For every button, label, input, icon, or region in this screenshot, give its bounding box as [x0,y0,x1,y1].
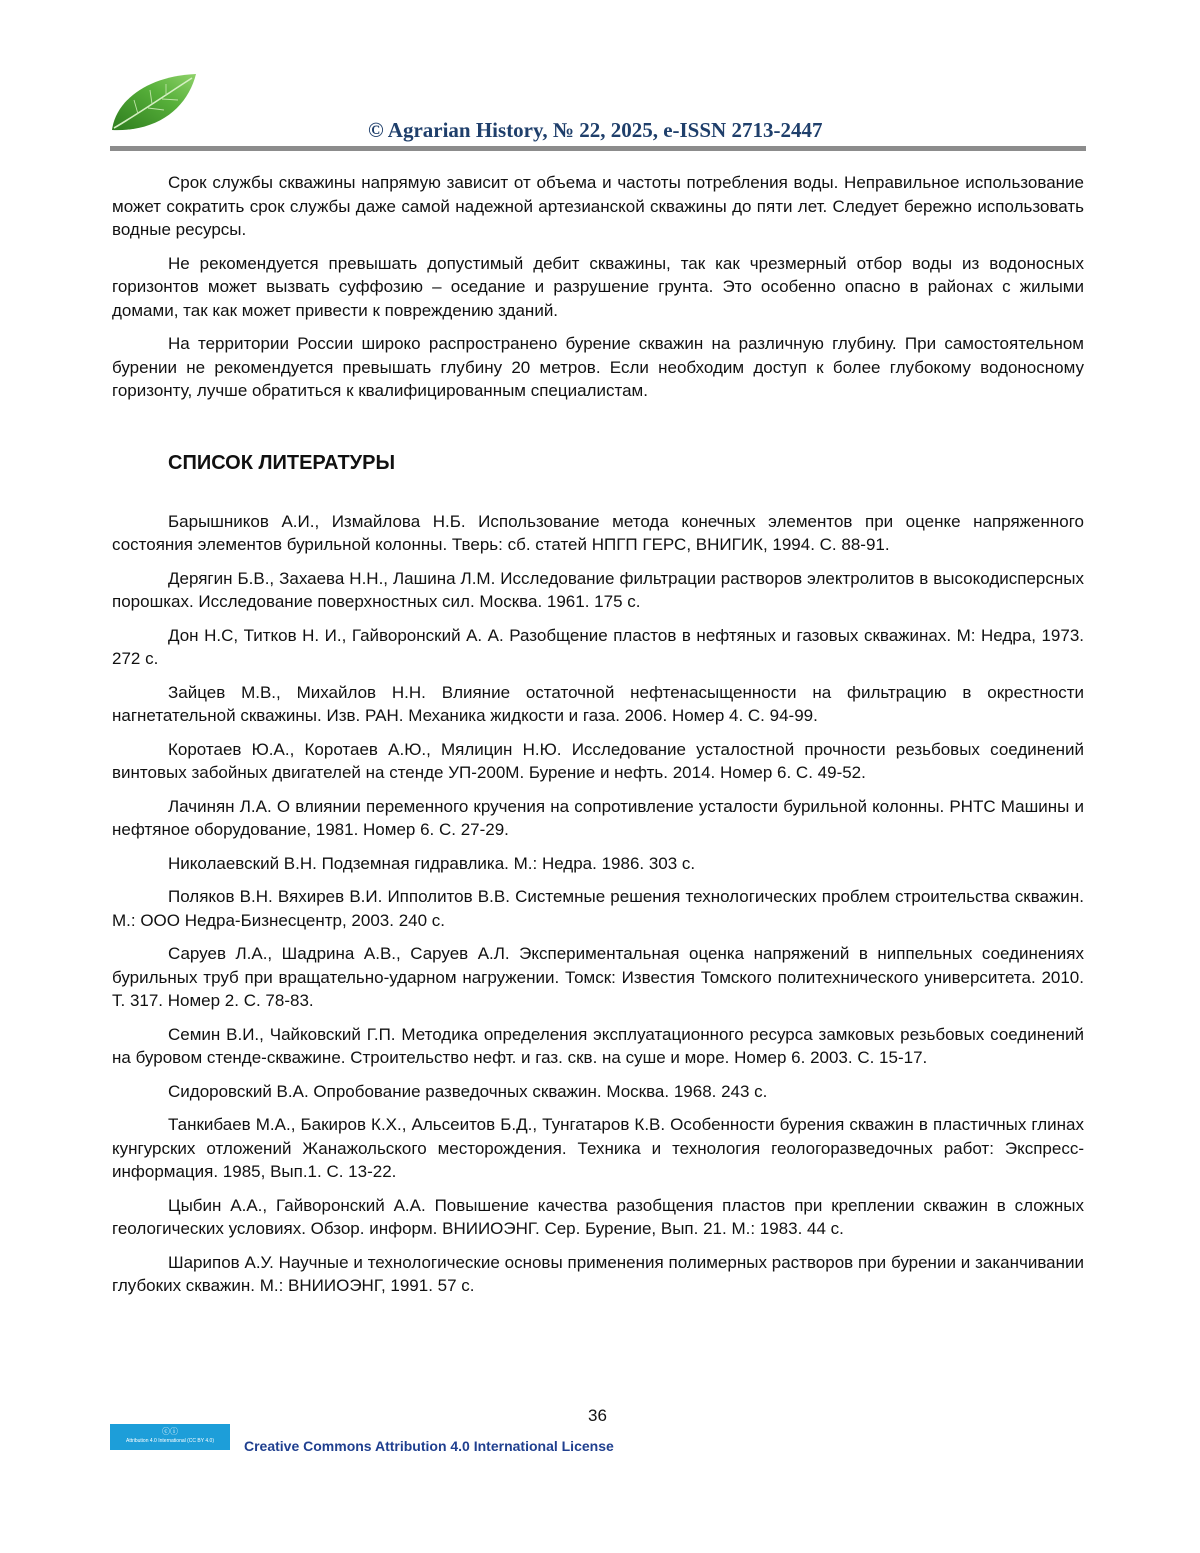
reference-item: Николаевский В.Н. Подземная гидравлика. М.: Недра. 1986. 303 с. [168,853,696,873]
journal-title: © Agrarian History, № 22, 2025, e-ISSN 2713-2447 [368,118,823,142]
page-header [0,0,1200,160]
reference-item: Сидоровский В.А. Опробование разведочных скважин. Москва. 1968. 243 с. [168,1081,768,1101]
header-divider [110,146,1086,151]
license-link[interactable]: Creative Commons Attribution 4.0 International License [244,1438,614,1454]
reference-item: Дерягин Б.В., Захаева Н.Н., Лашина Л.М. Исследование фильтрации растворов электролитов в высокодисперсных порошках. Исследование поверхностных сил. Москва. 1961. 175 с. [112,568,1084,611]
reference-item: Дон Н.С, Титков Н. И., Гайворонский А. А. Разобщение пластов в нефтяных и газовых скважинах. М: Недра, 1973. 272 с. [112,625,1084,668]
reference-item: Барышников А.И., Измайлова Н.Б. Использование метода конечных элементов при оценке напряженного состояния элементов бурильной колонны. Тверь: сб. статей НПГП ГЕРС, ВНИГИК, 1994. С. 88-91. [112,511,1084,554]
body-paragraph: Не рекомендуется превышать допустимый дебит скважины, так как чрезмерный отбор воды из водоносных горизонтов может вызвать суффозию – оседание и разрушение грунта. Это особенно опасно в районах с жилыми домами, так как может привести к повреждению зданий. [112,253,1084,320]
reference-list [112,510,1084,1298]
reference-item: Коротаев Ю.А., Коротаев А.Ю., Мялицин Н.Ю. Исследование усталостной прочности резьбовых соединений винтовых забойных двигателей на стенде УП-200М. Бурение и нефть. 2014. Номер 6. С. 49-52. [112,739,1084,782]
reference-item: Саруев Л.А., Шадрина А.В., Саруев А.Л. Экспериментальная оценка напряжений в ниппельных соединениях бурильных труб при вращательно-ударном нагружении. Томск: Известия Томского политехнического университета. 2010. Т. 317. Номер 2. С. 78-83. [112,944,1084,1010]
reference-item: Шарипов А.У. Научные и технологические основы применения полимерных растворов при бурении и заканчивании глубоких скважин. М.: ВНИИОЭНГ, 1991. 57 с. [112,1252,1084,1295]
reference-item: Лачинян Л.А. О влиянии переменного кручения на сопротивление усталости бурильной колонны. РНТС Машины и нефтяное оборудование, 1981. Номер 6. С. 27-29. [112,796,1084,839]
page-number: 36 [588,1406,607,1425]
cc-by-icon: ⓒⓘ [162,1427,178,1436]
leaf-logo-icon [108,70,200,136]
article-content [112,171,1084,1308]
body-paragraph: Срок службы скважины напрямую зависит от объема и частоты потребления воды. Неправильное использование может сократить срок службы даже самой надежной артезианской скважины до пяти лет. Следует бережно использовать водные ресурсы. [112,173,1084,239]
reference-item: Поляков В.Н. Вяхирев В.И. Ипполитов В.В. Системные решения технологических проблем строительства скважин. М.: ООО Недра-Бизнесцентр, 2003. 240 с. [112,887,1084,930]
reference-item: Цыбин А.А., Гайворонский А.А. Повышение качества разобщения пластов при креплении скважин в сложных геологических условиях. Обзор. информ. ВНИИОЭНГ. Сер. Бурение, Вып. 21. М.: 1983. 44 с. [112,1195,1084,1238]
body-paragraph: На территории России широко распространено бурение скважин на различную глубину. При самостоятельном бурении не рекомендуется превышать глубину 20 метров. Если необходим доступ к более глубокому водоносному горизонту, лучше обратиться к квалифицированным специалистам. [112,334,1084,400]
reference-item: Зайцев М.В., Михайлов Н.Н. Влияние остаточной нефтенасыщенности на фильтрацию в окрестности нагнетательной скважины. Изв. РАН. Механика жидкости и газа. 2006. Номер 4. С. 94-99. [112,682,1084,725]
references-heading: СПИСОК ЛИТЕРАТУРЫ [168,451,396,474]
cc-license-badge[interactable] [110,1424,230,1450]
reference-item: Танкибаев М.А., Бакиров К.Х., Альсеитов Б.Д., Тунгатаров К.В. Особенности бурения скважин в пластичных глинах кунгурских отложений Жанажольского месторождения. Техника и технология геологоразведочных работ: Экспресс-информация. 1985, Вып.1. С. 13-22. [112,1115,1084,1181]
cc-badge-text: Attribution 4.0 International (CC BY 4.0) [125,1438,214,1444]
reference-item: Семин В.И., Чайковский Г.П. Методика определения эксплуатационного ресурса замковых резьбовых соединений на буровом стенде-скважине. Строительство нефт. и газ. скв. на суше и море. Номер 6. 2003. С. 15-17. [112,1024,1084,1067]
